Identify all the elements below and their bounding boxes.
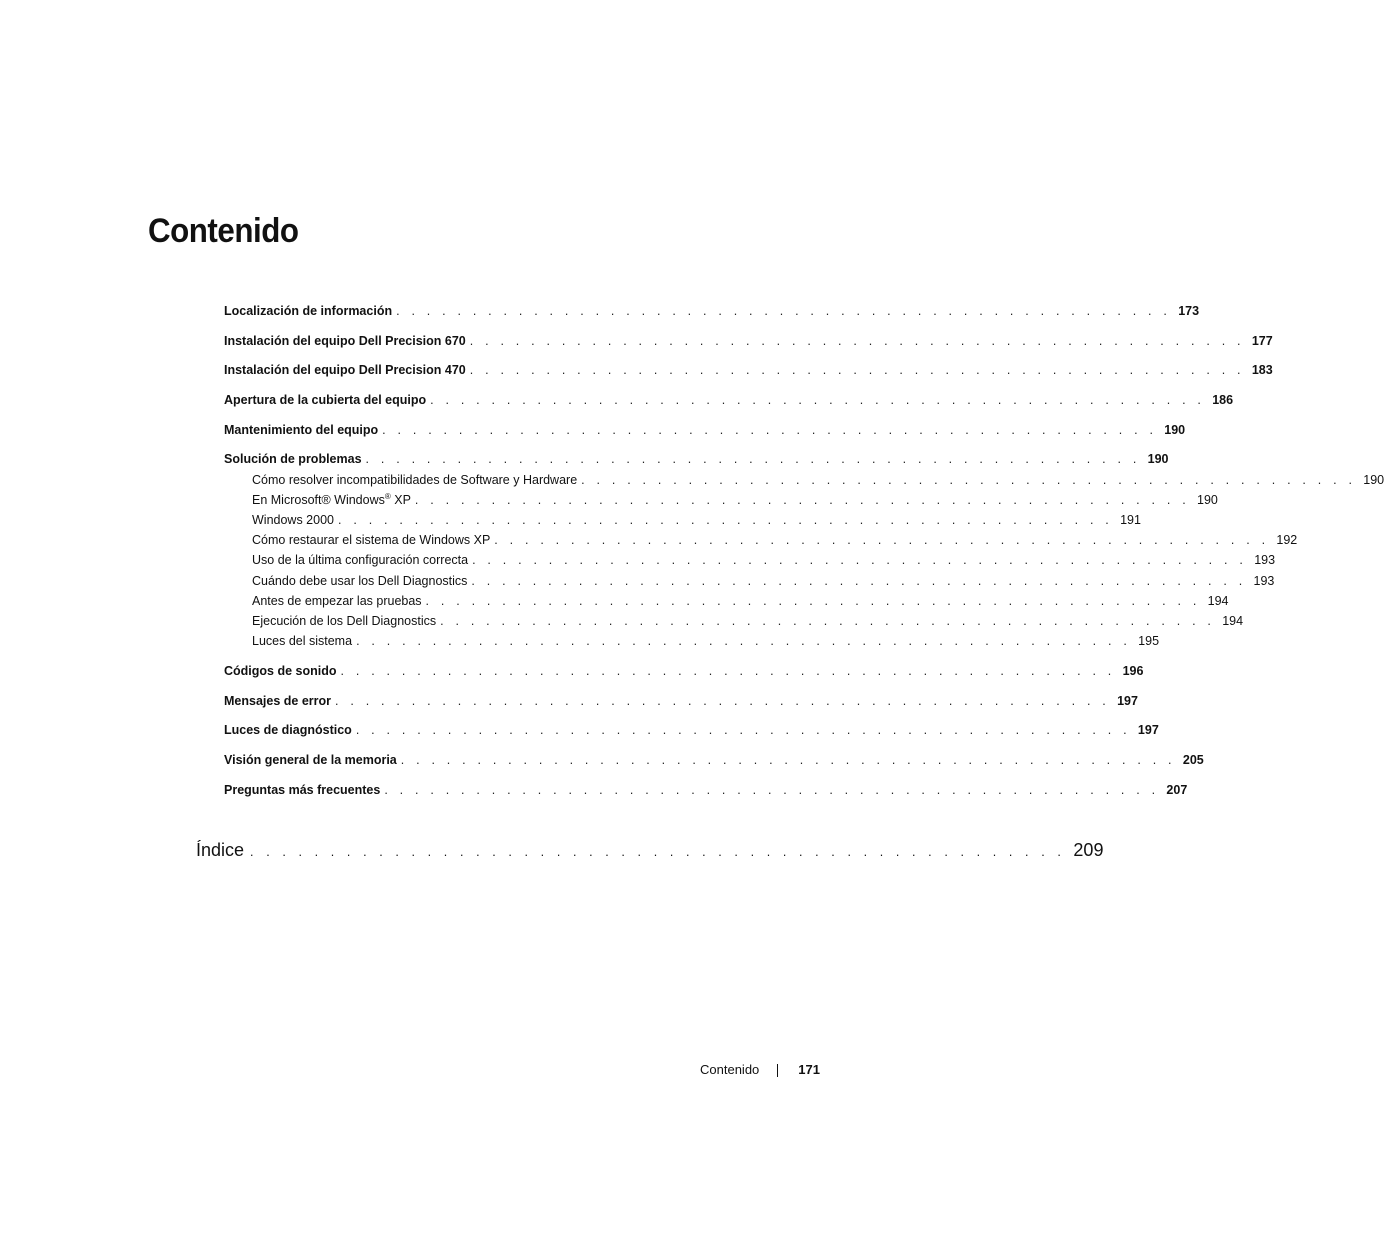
toc-entry-page: 194	[1222, 613, 1244, 628]
toc-entry-page: 205	[1182, 752, 1204, 767]
toc-entry-page: 173	[1178, 304, 1200, 318]
toc-subentry[interactable]	[224, 550, 1276, 570]
dot-leader: . . . . . . . . . . . . . . . . . . . . . . . . . . . . . . . . . . . . . . . . . . . . . . . . . . .	[382, 422, 1158, 437]
registered-mark: ®	[384, 491, 391, 501]
toc-entry-page: 193	[1254, 553, 1276, 568]
toc-entry-page: 183	[1251, 363, 1273, 378]
toc-entry-index[interactable]	[196, 837, 1104, 865]
table-of-contents	[224, 301, 1384, 800]
dot-leader: . . . . . . . . . . . . . . . . . . . . . . . . . . . . . . . . . . . . . . . . . . . . . . . . . . .	[396, 304, 1172, 318]
toc-subentry[interactable]	[224, 631, 1160, 651]
toc-entry-label: Solución de problemas	[224, 452, 362, 467]
page-title: Contenido	[148, 212, 299, 250]
toc-entry-page: 191	[1120, 513, 1141, 527]
dot-leader: . . . . . . . . . . . . . . . . . . . . . . . . . . . . . . . . . . . . . . . . . . . . . . . . . . .	[400, 752, 1176, 767]
toc-entry-label: Luces de diagnóstico	[224, 723, 352, 738]
dot-leader: . . . . . . . . . . . . . . . . . . . . . . . . . . . . . . . . . . . . . . . . . . . . . . . . . . .	[440, 613, 1216, 628]
toc-entry-label: Apertura de la cubierta del equipo	[224, 393, 427, 408]
dot-leader: . . . . . . . . . . . . . . . . . . . . . . . . . . . . . . . . . . . . . . . . . . . . . . . . . . .	[355, 723, 1131, 738]
toc-entry-page: 195	[1138, 634, 1160, 649]
toc-entry-page: 194	[1207, 593, 1229, 608]
toc-entry-page: 209	[1073, 840, 1104, 860]
toc-subentry[interactable]	[224, 490, 1218, 510]
dot-leader: . . . . . . . . . . . . . . . . . . . . . . . . . . . . . . . . . . . . . . . . . . . . . . . . . . .	[469, 333, 1245, 348]
dot-leader: . . . . . . . . . . . . . . . . . . . . . . . . . . . . . . . . . . . . . . . . . . . . . . . . . . .	[471, 573, 1247, 588]
toc-entry[interactable]	[224, 661, 1144, 681]
toc-entry-page: 197	[1137, 723, 1159, 738]
toc-subentry[interactable]	[224, 591, 1229, 611]
toc-entry-label: Cómo resolver incompatibilidades de Software y Hardware	[252, 472, 578, 487]
toc-entry-label: Cuándo debe usar los Dell Diagnostics	[252, 573, 468, 588]
toc-entry-label: Ejecución de los Dell Diagnostics	[252, 613, 437, 628]
dot-leader: . . . . . . . . . . . . . . . . . . . . . . . . . . . . . . . . . . . . . . . . . . . . . . . . . . .	[414, 492, 1190, 507]
toc-entry[interactable]	[224, 301, 1200, 321]
dot-leader: . . . . . . . . . . . . . . . . . . . . . . . . . . . . . . . . . . . . . . . . . . . . . . . . . . .	[581, 472, 1357, 487]
toc-entry-label: Windows 2000	[252, 513, 334, 527]
toc-subentry[interactable]	[224, 530, 1298, 550]
toc-entry[interactable]	[224, 449, 1169, 469]
toc-entry-label: Instalación del equipo Dell Precision 470	[224, 363, 466, 378]
toc-entry-label: Visión general de la memoria	[224, 752, 397, 767]
toc-entry-label: Preguntas más frecuentes	[224, 782, 381, 797]
toc-entry-label-text: En Microsoft® Windows	[252, 492, 385, 507]
toc-entry-label-suffix: XP	[390, 492, 411, 507]
toc-entry-page: 192	[1276, 533, 1298, 548]
toc-entry-page: 190	[1197, 492, 1218, 507]
dot-leader: . . . . . . . . . . . . . . . . . . . . . . . . . . . . . . . . . . . . . . . . . . . . . . . . . . .	[365, 452, 1141, 467]
toc-entry-page: 190	[1164, 422, 1186, 437]
toc-entry[interactable]	[224, 390, 1234, 410]
toc-subentry[interactable]	[224, 510, 1141, 530]
footer-section-label: Contenido	[700, 1062, 760, 1077]
dot-leader: . . . . . . . . . . . . . . . . . . . . . . . . . . . . . . . . . . . . . . . . . . . . . . . . . . .	[469, 363, 1245, 378]
toc-entry-label: Mensajes de error	[224, 693, 331, 708]
toc-subentry[interactable]	[224, 611, 1244, 631]
page-footer	[700, 1060, 820, 1080]
toc-entry-page: 196	[1122, 663, 1144, 678]
footer-divider	[777, 1064, 778, 1077]
toc-subentry[interactable]	[224, 470, 1384, 490]
toc-entry[interactable]	[224, 750, 1204, 770]
toc-entry-label: Uso de la última configuración correcta	[252, 553, 469, 568]
toc-entry-page: 190	[1147, 452, 1169, 467]
footer-page-number: 171	[798, 1062, 820, 1077]
toc-entry-label: Instalación del equipo Dell Precision 670	[224, 333, 466, 348]
toc-entry-page: 190	[1363, 472, 1384, 487]
toc-entry-label: Localización de información	[224, 304, 393, 318]
toc-entry-page: 197	[1117, 693, 1138, 708]
toc-entry-label	[252, 490, 411, 510]
dot-leader: . . . . . . . . . . . . . . . . . . . . . . . . . . . . . . . . . . . . . . . . . . . . . . . . . . .	[338, 513, 1113, 527]
toc-entry-label: Antes de empezar las pruebas	[252, 593, 422, 608]
toc-entry-label: Cómo restaurar el sistema de Windows XP	[252, 533, 491, 548]
toc-entry-page: 193	[1253, 573, 1275, 588]
toc-entry-page: 186	[1212, 393, 1234, 408]
dot-leader: . . . . . . . . . . . . . . . . . . . . . . . . . . . . . . . . . . . . . . . . . . . . . . . . . . .	[472, 553, 1248, 568]
toc-entry-label: Códigos de sonido	[224, 663, 337, 678]
toc-entry[interactable]	[224, 331, 1273, 351]
toc-entry-label: Índice	[196, 840, 245, 860]
toc-entry[interactable]	[224, 780, 1188, 800]
dot-leader: . . . . . . . . . . . . . . . . . . . . . . . . . . . . . . . . . . . . . . . . . . . . . . . . . . .	[356, 634, 1132, 649]
dot-leader: . . . . . . . . . . . . . . . . . . . . . . . . . . . . . . . . . . . . . . . . . . . . . . . . . . .	[335, 693, 1110, 708]
toc-entry-page: 177	[1251, 333, 1273, 348]
toc-subentry[interactable]	[224, 571, 1275, 591]
toc-entry[interactable]	[224, 691, 1138, 711]
toc-entry[interactable]	[224, 420, 1186, 440]
dot-leader: . . . . . . . . . . . . . . . . . . . . . . . . . . . . . . . . . . . . . . . . . . . . . . . . . . .	[250, 845, 1066, 859]
toc-entry-page: 207	[1166, 782, 1188, 797]
dot-leader: . . . . . . . . . . . . . . . . . . . . . . . . . . . . . . . . . . . . . . . . . . . . . . . . . . .	[340, 663, 1116, 678]
toc-entry[interactable]	[224, 720, 1159, 740]
dot-leader: . . . . . . . . . . . . . . . . . . . . . . . . . . . . . . . . . . . . . . . . . . . . . . . . . . .	[425, 593, 1201, 608]
dot-leader: . . . . . . . . . . . . . . . . . . . . . . . . . . . . . . . . . . . . . . . . . . . . . . . . . . .	[430, 393, 1206, 408]
toc-entry-label: Mantenimiento del equipo	[224, 422, 379, 437]
dot-leader: . . . . . . . . . . . . . . . . . . . . . . . . . . . . . . . . . . . . . . . . . . . . . . . . . . .	[494, 533, 1270, 548]
dot-leader: . . . . . . . . . . . . . . . . . . . . . . . . . . . . . . . . . . . . . . . . . . . . . . . . . . .	[384, 782, 1160, 797]
toc-entry-label: Luces del sistema	[252, 634, 353, 649]
toc-entry[interactable]	[224, 360, 1273, 380]
